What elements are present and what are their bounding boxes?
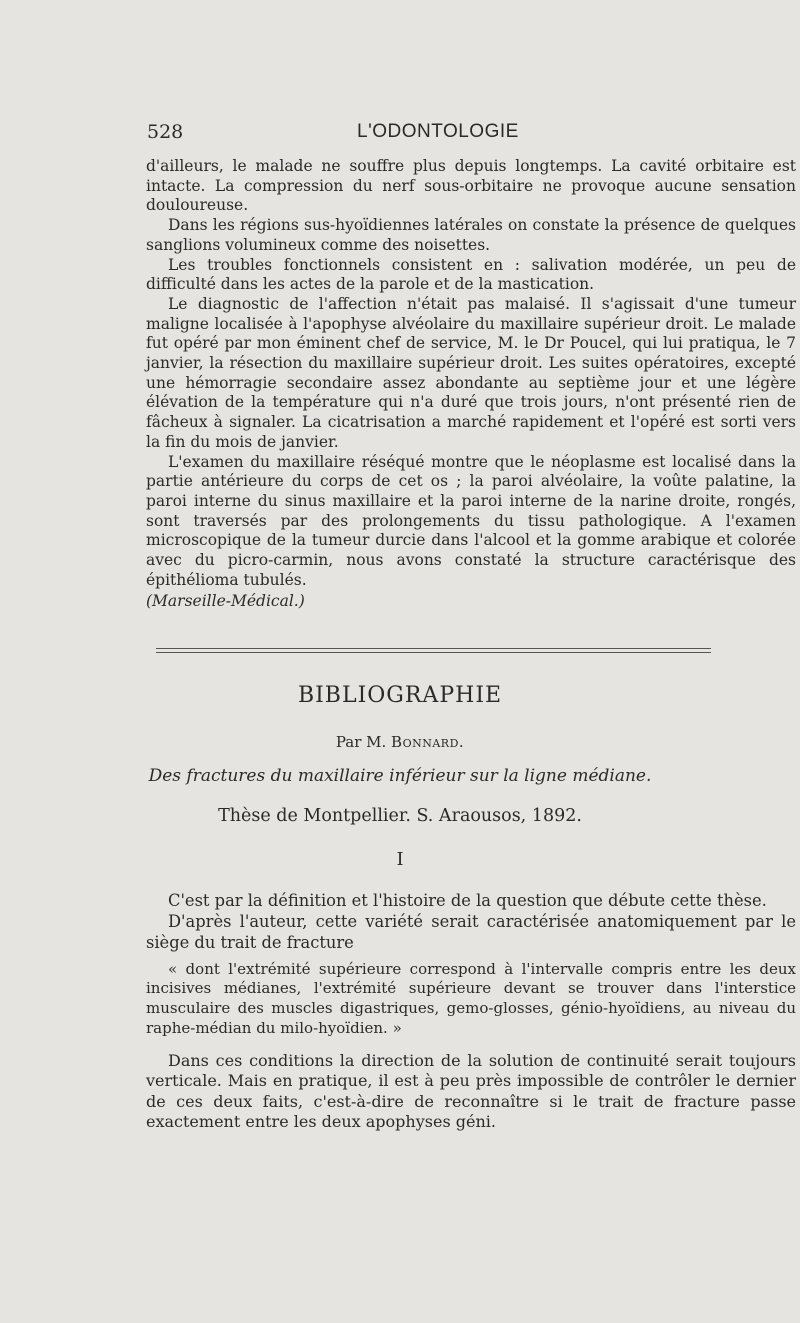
running-header [147,121,797,151]
paragraph: C'est par la définition et l'histoire de la question que débute cette thèse. [168,891,767,910]
section-divider [156,648,711,649]
paragraph: D'après l'auteur, cette variété serait caractérisée anatomiquement par le siège du trait de fracture [146,912,796,953]
running-title: L'ODONTOLOGIE [357,121,519,142]
paragraph: L'examen du maxillaire réséqué montre que le néoplasme est localisé dans la partie antérieure du corps de cet os ; la paroi alvéolaire, la voûte palatine, la paroi interne du sinus maxillaire et la paroi interne de la narine droite, rongés, sont traversés par des prolongements du tissu pathologique. A l'examen microscopique de la tumeur durcie dans l'alcool et la gomme arabique et colorée avec du picro-carmin, nous avons constaté la structure caractérisque des épithélioma tubulés. [146,452,796,589]
review-body [146,890,796,1133]
bibliography-heading: BIBLIOGRAPHIE [297,683,503,708]
source-citation: (Marseille-Médical.) [146,592,305,611]
review-author [0,733,800,751]
paragraph: Dans les régions sus-hyoïdiennes latérales on constate la présence de quelques sanglions volumineux comme des noisettes. [146,216,796,254]
article-body [146,157,796,612]
paragraph: Dans ces conditions la direction de la solution de continuité serait toujours verticale. Mais en pratique, il est à peu près impossible de contrôler le dernier de ces deux faits, c'est-à-dire de reconnaître si le trait de fracture passe exactement entre les deux apophyses géni. [146,1050,796,1132]
thesis-reference: Thèse de Montpellier. S. Araousos, 1892. [218,806,582,826]
paragraph: d'ailleurs, le malade ne souffre plus depuis longtemps. La cavité orbitaire est intacte. La compression du nerf sous-orbitaire ne provoque aucune sensation douloureuse. [146,157,796,215]
author-prefix: Par M. [335,733,392,751]
author-name: Bonnard. [391,733,465,751]
paragraph: Les troubles fonctionnels consistent en : salivation modérée, un peu de difficulté dans les actes de la parole et de la mastication. [146,255,796,294]
work-title: Des fractures du maxillaire inférieur sur la ligne médiane. [148,766,652,786]
paragraph: Le diagnostic de l'affection n'était pas malaisé. Il s'agissait d'une tumeur maligne localisée à l'apophyse alvéolaire du maxillaire supérieur droit. Le malade fut opéré par mon éminent chef de service, M. le Dr Poucel, qui lui pratiqua, le 7 janvier, la résection du maxillaire supérieur droit. Les suites opératoires, excepté une hémorragie secondaire assez abondante au septième jour et une légère élévation de la température qui n'a duré que trois jours, n'ont présenté rien de fâcheux à signaler. La cicatrisation a marché rapidement et l'opéré est sorti vers la fin du mois de janvier. [146,294,796,451]
section-number: I [396,849,404,870]
section-divider [156,652,711,653]
page-number: 528 [147,121,184,143]
quotation: « dont l'extrémité supérieure correspond à l'intervalle compris entre les deux incisives médianes, l'extrémité supérieure devant se trouver dans l'interstice musculaire des muscles digastriques, gemo-glosses, génio-hyoïdiens, au niveau du raphe-médian du milo-hyoïdien. » [146,959,796,1037]
